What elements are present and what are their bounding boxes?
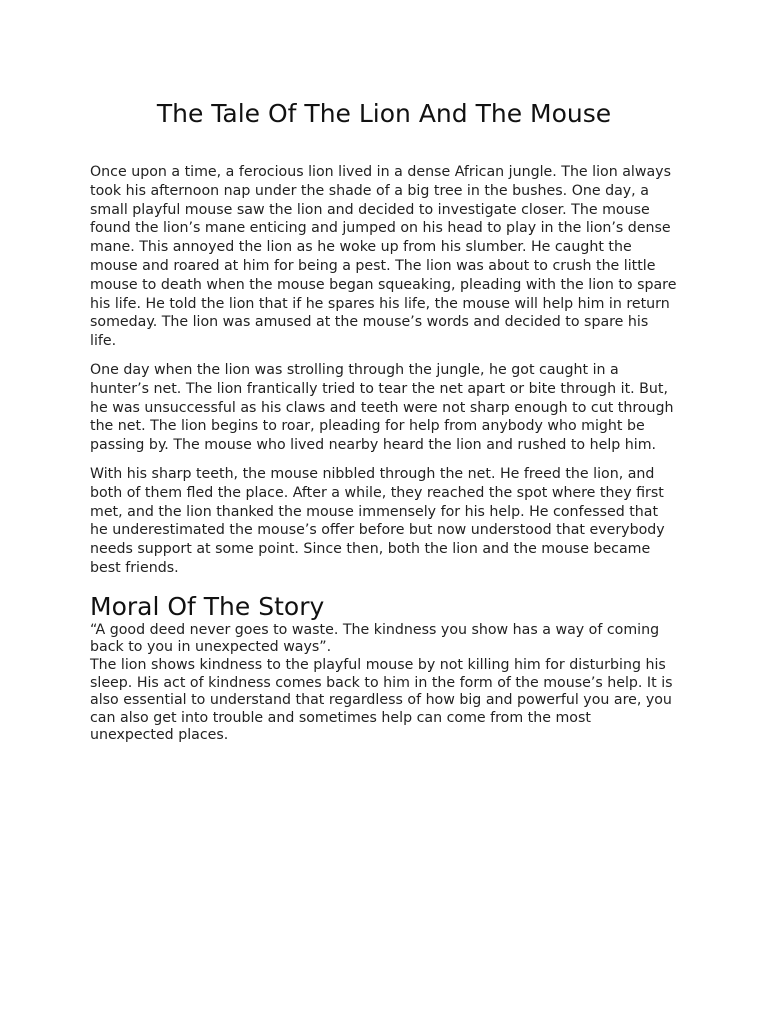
moral-text: The lion shows kindness to the playful mouse by not killing him for disturbing his sleep. His act of kindness comes back to him in the form of the mouse’s help. It is also essential to understand that regardless of how big and powerful you are, you can also get into trouble and sometimes help can come from the most unexpected places. <box>90 656 673 744</box>
story-body <box>90 163 678 578</box>
story-paragraph-2: One day when the lion was strolling through the jungle, he got caught in a hunter’s net. The lion frantically tried to tear the net apart or bite through it. But, he was unsuccessful as his claws and teeth were not sharp enough to cut through the net. The lion begins to roar, pleading for help from anybody who might be passing by. The mouse who lived nearby heard the lion and rushed to help him. <box>90 361 674 454</box>
moral-quote: “A good deed never goes to waste. The kindness you show has a way of coming back to you in unexpected ways”. <box>90 621 660 656</box>
story-paragraph-3: With his sharp teeth, the mouse nibbled through the net. He freed the lion, and both of them fled the place. After a while, they reached the spot where they first met, and the lion thanked the mouse immensely for his help. He confessed that he underestimated the mouse’s offer before but now understood that everybody needs support at some point. Since then, both the lion and the mouse became best friends. <box>90 465 665 576</box>
moral-section <box>90 592 678 745</box>
document-page <box>90 0 678 745</box>
story-paragraph-1: Once upon a time, a ferocious lion lived in a dense African jungle. The lion always took his afternoon nap under the shade of a big tree in the bushes. One day, a small playful mouse saw the lion and decided to investigate closer. The mouse found the lion’s mane enticing and jumped on his head to play in the lion’s dense mane. This annoyed the lion as he woke up from his slumber. He caught the mouse and roared at him for being a pest. The lion was about to crush the little mouse to death when the mouse began squeaking, pleading with the lion to spare his life. He told the lion that if he spares his life, the mouse will help him in return someday. The lion was amused at the mouse’s words and decided to spare his life. <box>90 164 677 350</box>
moral-heading: Moral Of The Story <box>90 591 325 621</box>
document-title: The Tale Of The Lion And The Mouse <box>156 99 612 128</box>
